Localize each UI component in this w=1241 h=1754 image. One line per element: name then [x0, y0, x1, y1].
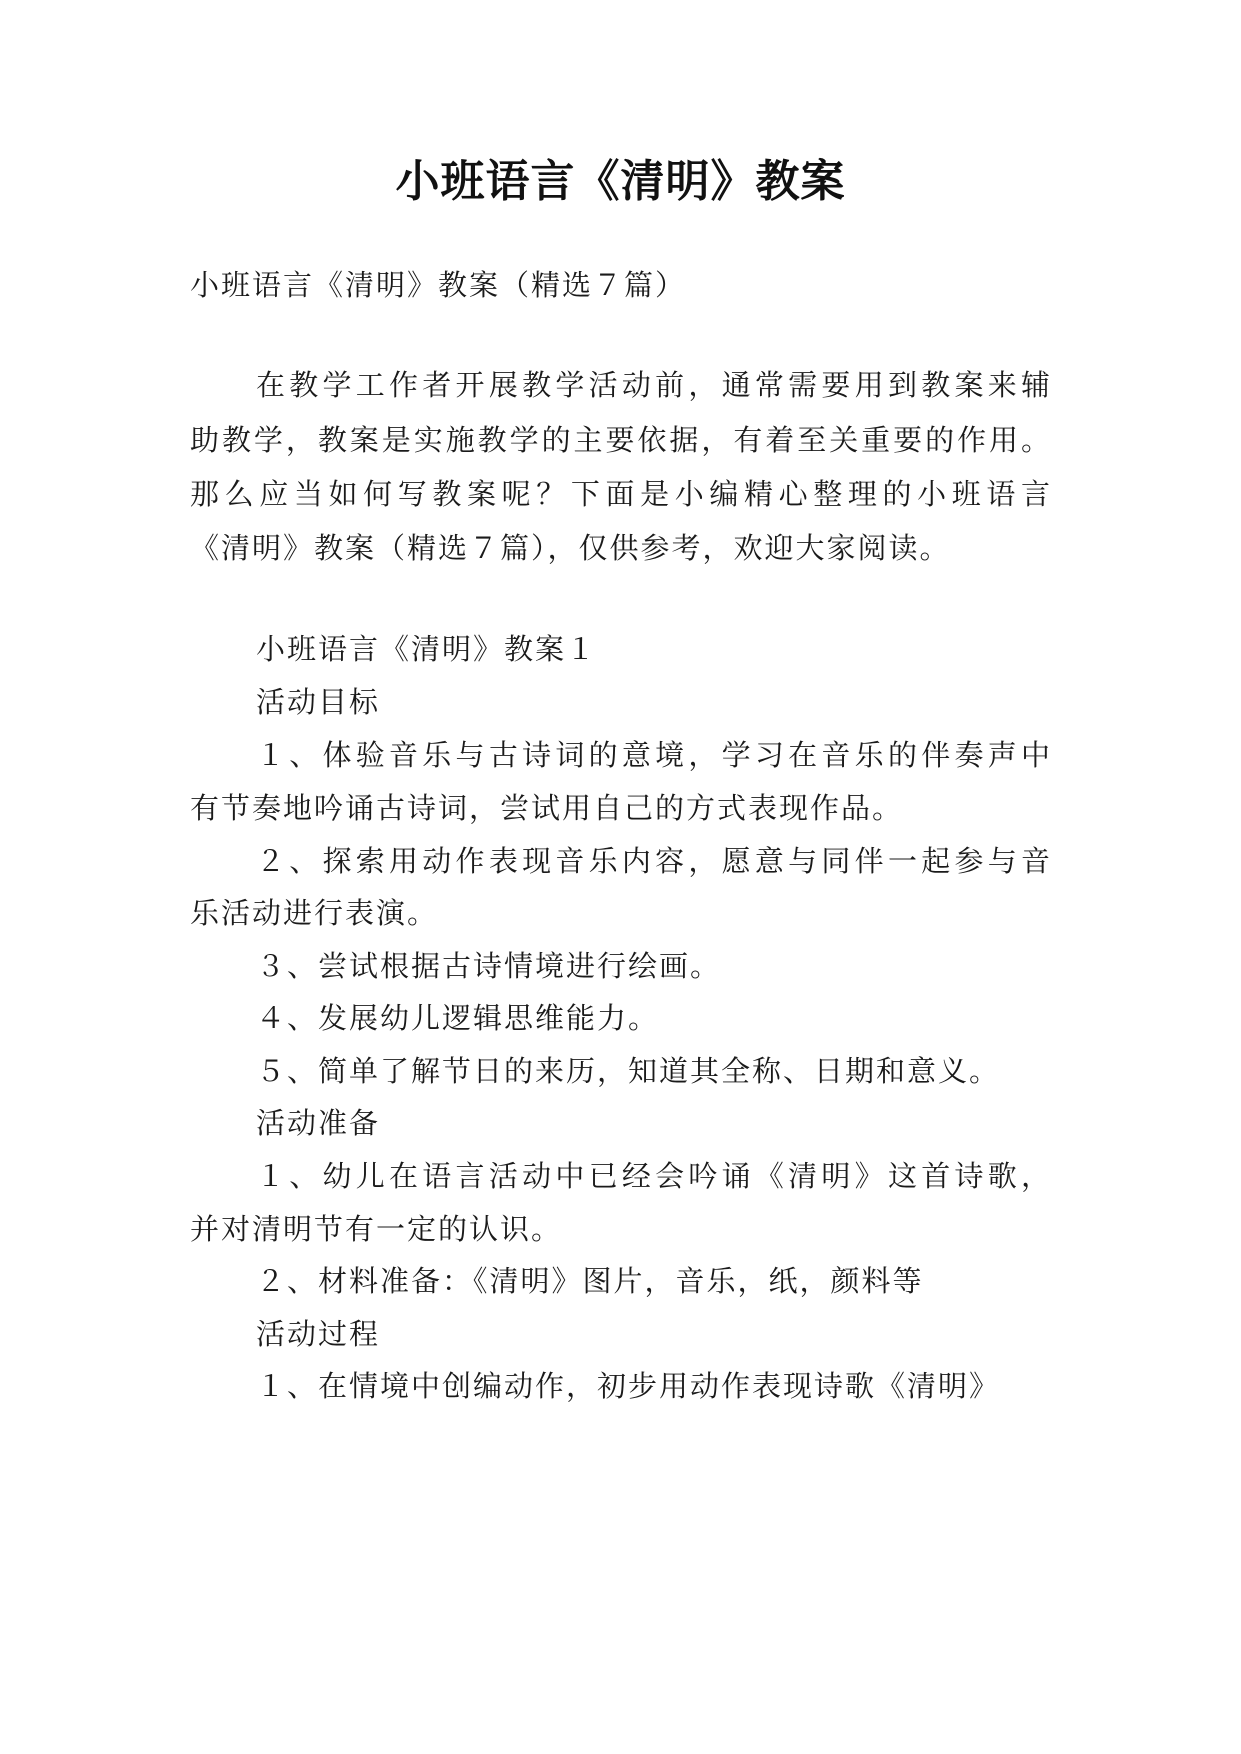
goals-heading: 活动目标: [256, 685, 381, 719]
goal-item-continuation: 乐活动进行表演。: [190, 896, 439, 930]
document-title: 小班语言《清明》教案: [395, 156, 846, 207]
goal-item: ４、发展幼儿逻辑思维能力。: [256, 1001, 660, 1035]
goal-item: ３、尝试根据古诗情境进行绘画。: [256, 949, 722, 983]
goal-item: １、体验音乐与古诗词的意境，学习在音乐的伴奏声中: [256, 738, 1052, 772]
prep-item: ２、材料准备：《清明》图片，音乐，纸，颜料等: [256, 1264, 924, 1298]
section-title: 小班语言《清明》教案１: [256, 632, 598, 666]
intro-line: 在教学工作者开展教学活动前，通常需要用到教案来辅: [256, 368, 1052, 402]
intro-line: 那么应当如何写教案呢？下面是小编精心整理的小班语言: [190, 477, 1052, 511]
goal-item: ２、探索用动作表现音乐内容，愿意与同伴一起参与音: [256, 844, 1052, 878]
process-item: １、在情境中创编动作，初步用动作表现诗歌《清明》: [256, 1369, 1001, 1403]
prep-heading: 活动准备: [256, 1106, 381, 1140]
prep-item: １、幼儿在语言活动中已经会吟诵《清明》这首诗歌，: [256, 1159, 1052, 1193]
intro-line: 《清明》教案（精选７篇），仅供参考，欢迎大家阅读。: [190, 531, 951, 565]
process-heading: 活动过程: [256, 1317, 381, 1351]
intro-line: 助教学，教案是实施教学的主要依据，有着至关重要的作用。: [190, 423, 1052, 457]
goal-item-continuation: 有节奏地吟诵古诗词，尝试用自己的方式表现作品。: [190, 791, 904, 825]
goal-item: ５、简单了解节日的来历，知道其全称、日期和意义。: [256, 1054, 1001, 1088]
document-subtitle: 小班语言《清明》教案（精选７篇）: [190, 268, 687, 302]
prep-item-continuation: 并对清明节有一定的认识。: [190, 1212, 563, 1246]
